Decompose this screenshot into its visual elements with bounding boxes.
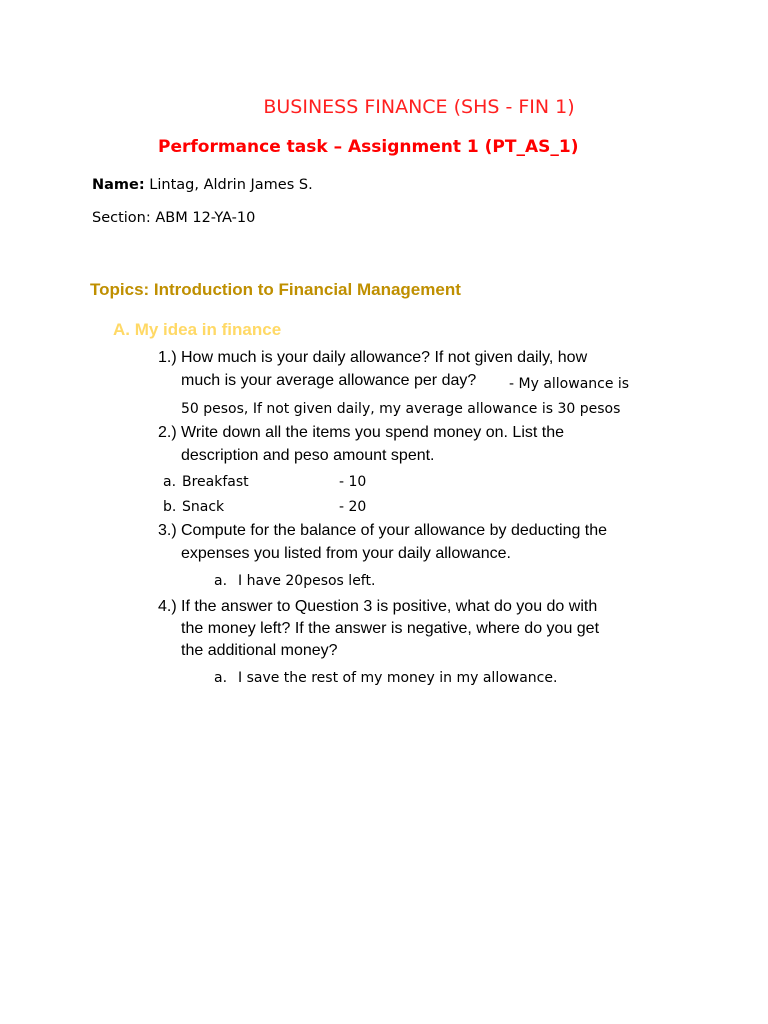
question-number: 3.): [158, 522, 177, 539]
document-subtitle: Performance task – Assignment 1 (PT_AS_1): [158, 137, 579, 157]
answer-text: 50 pesos, If not given daily, my average allowance is 30 pesos: [181, 401, 621, 417]
answer-text: I have 20pesos left.: [238, 573, 376, 589]
question-text: the additional money?: [181, 642, 338, 659]
question-text: Compute for the balance of your allowance by deducting the: [181, 522, 608, 539]
question-text: If the answer to Question 3 is positive, what do you do with: [181, 598, 598, 615]
question-text: How much is your daily allowance? If not given daily, how: [181, 349, 588, 366]
item-description: Breakfast: [182, 474, 249, 490]
question-number: 1.): [158, 349, 177, 366]
question-text: the money left? If the answer is negative, where do you get: [181, 620, 600, 637]
item-marker: b.: [163, 499, 177, 515]
name-value: Lintag, Aldrin James S.: [149, 177, 313, 193]
question-text: much is your average allowance per day?: [181, 372, 477, 389]
section-a-heading: A. My idea in finance: [113, 320, 282, 339]
item-description: Snack: [182, 499, 225, 515]
answer-marker: a.: [214, 573, 228, 589]
answer-text: - My allowance is: [509, 376, 630, 392]
student-section: [92, 210, 255, 226]
student-name: [92, 177, 313, 193]
section-label: Section:: [92, 210, 151, 226]
item-amount: - 20: [339, 499, 367, 515]
document-title: BUSINESS FINANCE (SHS - FIN 1): [263, 96, 575, 118]
question-number: 4.): [158, 598, 177, 615]
section-value: ABM 12-YA-10: [155, 210, 256, 226]
question-number: 2.): [158, 424, 177, 441]
item-amount: - 10: [339, 474, 367, 490]
answer-marker: a.: [214, 670, 228, 686]
question-text: Write down all the items you spend money on. List the: [181, 424, 565, 441]
question-text: description and peso amount spent.: [181, 447, 435, 464]
item-marker: a.: [163, 474, 177, 490]
name-label: Name:: [92, 177, 145, 193]
question-text: expenses you listed from your daily allowance.: [181, 545, 511, 562]
topics-heading: Topics: Introduction to Financial Management: [90, 280, 461, 299]
answer-text: I save the rest of my money in my allowance.: [238, 670, 558, 686]
